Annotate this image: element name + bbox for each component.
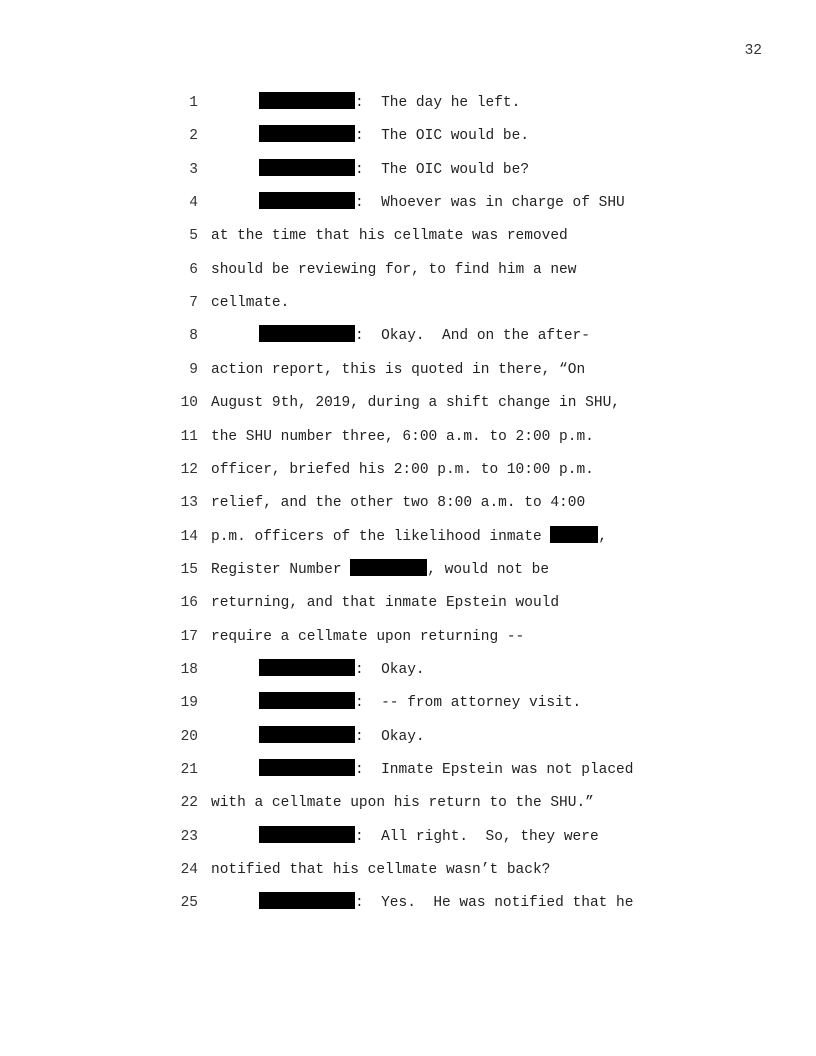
line-text: : The OIC would be? bbox=[355, 162, 530, 178]
transcript-line bbox=[0, 359, 816, 381]
line-number: 17 bbox=[180, 629, 198, 645]
line-number: 24 bbox=[180, 862, 198, 878]
line-text: p.m. officers of the likelihood inmate bbox=[211, 529, 551, 545]
line-text-after-redaction: , bbox=[598, 529, 608, 545]
transcript-line bbox=[0, 292, 816, 314]
line-number: 1 bbox=[189, 95, 198, 111]
transcript-line bbox=[0, 125, 816, 147]
continuation-line bbox=[211, 526, 607, 548]
line-number: 15 bbox=[180, 562, 198, 578]
redacted-inmate-name bbox=[550, 526, 598, 543]
redacted-speaker-name bbox=[259, 659, 355, 676]
line-number: 18 bbox=[180, 662, 198, 678]
speaker-line bbox=[259, 192, 625, 214]
transcript-line bbox=[0, 259, 816, 281]
speaker-line bbox=[259, 726, 425, 748]
line-text: action report, this is quoted in there, “On bbox=[211, 362, 586, 378]
line-number: 10 bbox=[180, 395, 198, 411]
line-text-after-redaction: , would not be bbox=[427, 562, 550, 578]
continuation-line bbox=[211, 626, 524, 648]
speaker-line bbox=[259, 692, 581, 714]
transcript-line bbox=[0, 759, 816, 781]
line-text: cellmate. bbox=[211, 295, 290, 311]
page-number: 32 bbox=[744, 43, 762, 59]
line-text: : Okay. And on the after- bbox=[355, 328, 590, 344]
line-number: 20 bbox=[180, 729, 198, 745]
line-text: notified that his cellmate wasn’t back? bbox=[211, 862, 551, 878]
line-text: relief, and the other two 8:00 a.m. to 4:00 bbox=[211, 495, 586, 511]
line-number: 8 bbox=[189, 328, 198, 344]
continuation-line bbox=[211, 359, 585, 381]
redacted-speaker-name bbox=[259, 92, 355, 109]
redacted-register-number bbox=[350, 559, 427, 576]
transcript-line bbox=[0, 526, 816, 548]
transcript-line bbox=[0, 692, 816, 714]
line-text: with a cellmate upon his return to the SHU.” bbox=[211, 795, 594, 811]
continuation-line bbox=[211, 459, 594, 481]
line-number: 2 bbox=[189, 128, 198, 144]
line-number: 14 bbox=[180, 529, 198, 545]
line-number: 9 bbox=[189, 362, 198, 378]
continuation-line bbox=[211, 559, 549, 581]
transcript-line bbox=[0, 592, 816, 614]
speaker-line bbox=[259, 659, 425, 681]
line-number: 25 bbox=[180, 895, 198, 911]
continuation-line bbox=[211, 492, 585, 514]
line-number: 4 bbox=[189, 195, 198, 211]
transcript-line bbox=[0, 792, 816, 814]
line-text: : Yes. He was notified that he bbox=[355, 895, 634, 911]
line-text: : Okay. bbox=[355, 729, 425, 745]
line-number: 6 bbox=[189, 262, 198, 278]
continuation-line bbox=[211, 792, 594, 814]
line-text: Register Number bbox=[211, 562, 351, 578]
line-text: : -- from attorney visit. bbox=[355, 695, 582, 711]
transcript-line bbox=[0, 225, 816, 247]
redacted-speaker-name bbox=[259, 892, 355, 909]
transcript-line bbox=[0, 92, 816, 114]
line-text: officer, briefed his 2:00 p.m. to 10:00 p.m. bbox=[211, 462, 594, 478]
line-text: : Inmate Epstein was not placed bbox=[355, 762, 634, 778]
transcript-line bbox=[0, 492, 816, 514]
line-number: 19 bbox=[180, 695, 198, 711]
continuation-line bbox=[211, 292, 289, 314]
continuation-line bbox=[211, 259, 576, 281]
line-number: 16 bbox=[180, 595, 198, 611]
speaker-line bbox=[259, 325, 590, 347]
line-number: 12 bbox=[180, 462, 198, 478]
speaker-line bbox=[259, 92, 520, 114]
redacted-speaker-name bbox=[259, 692, 355, 709]
line-text: : Okay. bbox=[355, 662, 425, 678]
redacted-speaker-name bbox=[259, 759, 355, 776]
line-number: 11 bbox=[180, 429, 198, 445]
transcript-line bbox=[0, 159, 816, 181]
speaker-line bbox=[259, 826, 599, 848]
redacted-speaker-name bbox=[259, 125, 355, 142]
transcript-line bbox=[0, 892, 816, 914]
continuation-line bbox=[211, 225, 568, 247]
line-text: : All right. So, they were bbox=[355, 829, 599, 845]
transcript-line bbox=[0, 659, 816, 681]
redacted-speaker-name bbox=[259, 325, 355, 342]
line-text: : The OIC would be. bbox=[355, 128, 530, 144]
speaker-line bbox=[259, 159, 529, 181]
redacted-speaker-name bbox=[259, 726, 355, 743]
transcript-line bbox=[0, 626, 816, 648]
transcript-line bbox=[0, 859, 816, 881]
redacted-speaker-name bbox=[259, 826, 355, 843]
line-number: 22 bbox=[180, 795, 198, 811]
transcript-line bbox=[0, 459, 816, 481]
continuation-line bbox=[211, 426, 594, 448]
line-text: at the time that his cellmate was removed bbox=[211, 228, 568, 244]
speaker-line bbox=[259, 892, 633, 914]
line-number: 3 bbox=[189, 162, 198, 178]
line-text: : The day he left. bbox=[355, 95, 521, 111]
line-number: 21 bbox=[180, 762, 198, 778]
redacted-speaker-name bbox=[259, 192, 355, 209]
line-text: returning, and that inmate Epstein would bbox=[211, 595, 560, 611]
line-number: 23 bbox=[180, 829, 198, 845]
line-number: 5 bbox=[189, 228, 198, 244]
line-text: require a cellmate upon returning -- bbox=[211, 629, 525, 645]
line-number: 7 bbox=[189, 295, 198, 311]
transcript-line bbox=[0, 192, 816, 214]
transcript-line bbox=[0, 392, 816, 414]
continuation-line bbox=[211, 392, 620, 414]
line-text: : Whoever was in charge of SHU bbox=[355, 195, 625, 211]
line-text: the SHU number three, 6:00 a.m. to 2:00 p.m. bbox=[211, 429, 594, 445]
transcript-line bbox=[0, 426, 816, 448]
line-text: should be reviewing for, to find him a new bbox=[211, 262, 577, 278]
transcript-line bbox=[0, 559, 816, 581]
transcript-line bbox=[0, 726, 816, 748]
continuation-line bbox=[211, 592, 559, 614]
speaker-line bbox=[259, 125, 529, 147]
transcript-line bbox=[0, 325, 816, 347]
redacted-speaker-name bbox=[259, 159, 355, 176]
transcript-line bbox=[0, 826, 816, 848]
line-text: August 9th, 2019, during a shift change in SHU, bbox=[211, 395, 620, 411]
continuation-line bbox=[211, 859, 550, 881]
speaker-line bbox=[259, 759, 633, 781]
line-number: 13 bbox=[180, 495, 198, 511]
